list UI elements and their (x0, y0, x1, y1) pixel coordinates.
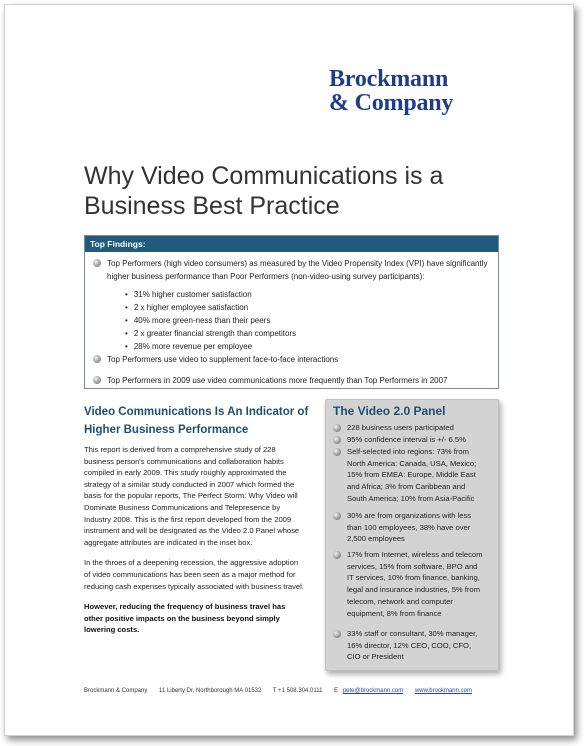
finding-1-line-2: higher business performance than Poor Performers (non-video-using survey participants): (107, 272, 425, 281)
bullet-icon (333, 424, 341, 432)
video-panel-box: The Video 2.0 Panel 228 business users participated 95% confidence interval is +/- 6.5% Self-selected into regions: 73% from North America: Canada, USA, Mexico; 15% from EMEA: Europe, Middle East and Africa; 3% from Caribbean and South America; 10% from Asia-Pacific 30% are from organizations with less than 100 employees, 38% have over 2,500 employees 17% from Internet, wireless and telecom services, 15% from software, BPO and IT services, 10% from finance, banking, legal and insurance industries, 5% from telecom, network and computer equipment, 8% from finance 33% staff or consultant, 30% manager, 16% director, 12% CEO, COO, CFO, CIO or President (325, 399, 499, 671)
bullet-icon (333, 436, 341, 444)
article-paragraph-3: However, reducing the frequency of business travel has other positive impacts on the business beyond simply lowering costs. (84, 602, 286, 635)
findings-sub-list (125, 288, 296, 353)
sub-finding: • 40% more green-ness than their peers (125, 314, 296, 327)
bullet-icon (333, 448, 341, 456)
page-footer (84, 688, 482, 694)
footer-website-link[interactable]: www.brockmann.com (414, 688, 472, 694)
sub-finding: • 2 x greater financial strength than competitors (125, 327, 296, 340)
logo-line-1: Brockmann (329, 66, 449, 92)
bullet-icon (333, 630, 341, 638)
article-column (84, 403, 320, 645)
bullet-icon (93, 376, 101, 384)
footer-company: Brockmann & Company (84, 688, 148, 694)
footer-email-label: E (334, 688, 339, 694)
bullet-icon (93, 355, 101, 363)
article-heading: Video Communications Is An Indicator of Higher Business Performance (84, 406, 309, 436)
sub-finding: • 2 x higher employee satisfaction (125, 301, 296, 314)
top-findings-box: Top Findings: Top Performers (high video consumers) as measured by the Video Propensity Index (VPI) have significantly higher business performance than Poor Performers (non-video-using survey participants): • 31% higher customer satisfaction • 2 x higher employee satisfaction • 40% more green-ness than their peers • 2 x greater financial strength than competitors • 28% more revenue per employee Top Performers use video to supplement face-to-face interactions Top Performers in 2009 use video communications more frequently than Top Performers in 2007 (84, 235, 499, 389)
company-logo (329, 67, 453, 115)
finding-1-line-1: Top Performers (high video consumers) as measured by the Video Propensity Index (VPI) have significantly (107, 259, 488, 268)
article-paragraph-1: This report is derived from a comprehensive study of 228 business person's communications and collaboration habits compiled in early 2009. This study roughly approximated the strategy of a similar study conducted in 2007 which formed the basis for the popular reports, The Perfect Storm: Why Video will Dominate Business Communications and Telepresence by Industry 2008. This is the first report developed from the 2009 instrument and will be designated as the Video 2.0 Panel whose aggregate attributes are indicated in the inset box. (84, 445, 300, 547)
logo-line-2: & Company (329, 90, 454, 116)
sub-finding: • 28% more revenue per employee (125, 340, 296, 353)
top-findings-header: Top Findings: (85, 236, 498, 252)
document-title (84, 161, 504, 221)
bullet-icon (333, 512, 341, 520)
bullet-icon (93, 259, 101, 267)
footer-email-link[interactable]: pete@brockmann.com (342, 688, 404, 694)
footer-address: 11 Liberty Dr, Northborough MA 01532 (159, 688, 262, 694)
article-paragraph-2: In the throes of a deepening recession, the aggressive adoption of video communications has been seen as a major method for reducing cash expenses typically associated with business travel. (84, 558, 304, 591)
document-page (4, 4, 574, 736)
title-line-1: Why Video Communications is a (84, 162, 444, 190)
panel-title: The Video 2.0 Panel (333, 404, 446, 418)
bullet-icon (333, 551, 341, 559)
footer-phone: T +1 508.304.0111 (272, 688, 323, 694)
sub-finding: • 31% higher customer satisfaction (125, 288, 296, 301)
title-line-2: Business Best Practice (84, 192, 340, 220)
